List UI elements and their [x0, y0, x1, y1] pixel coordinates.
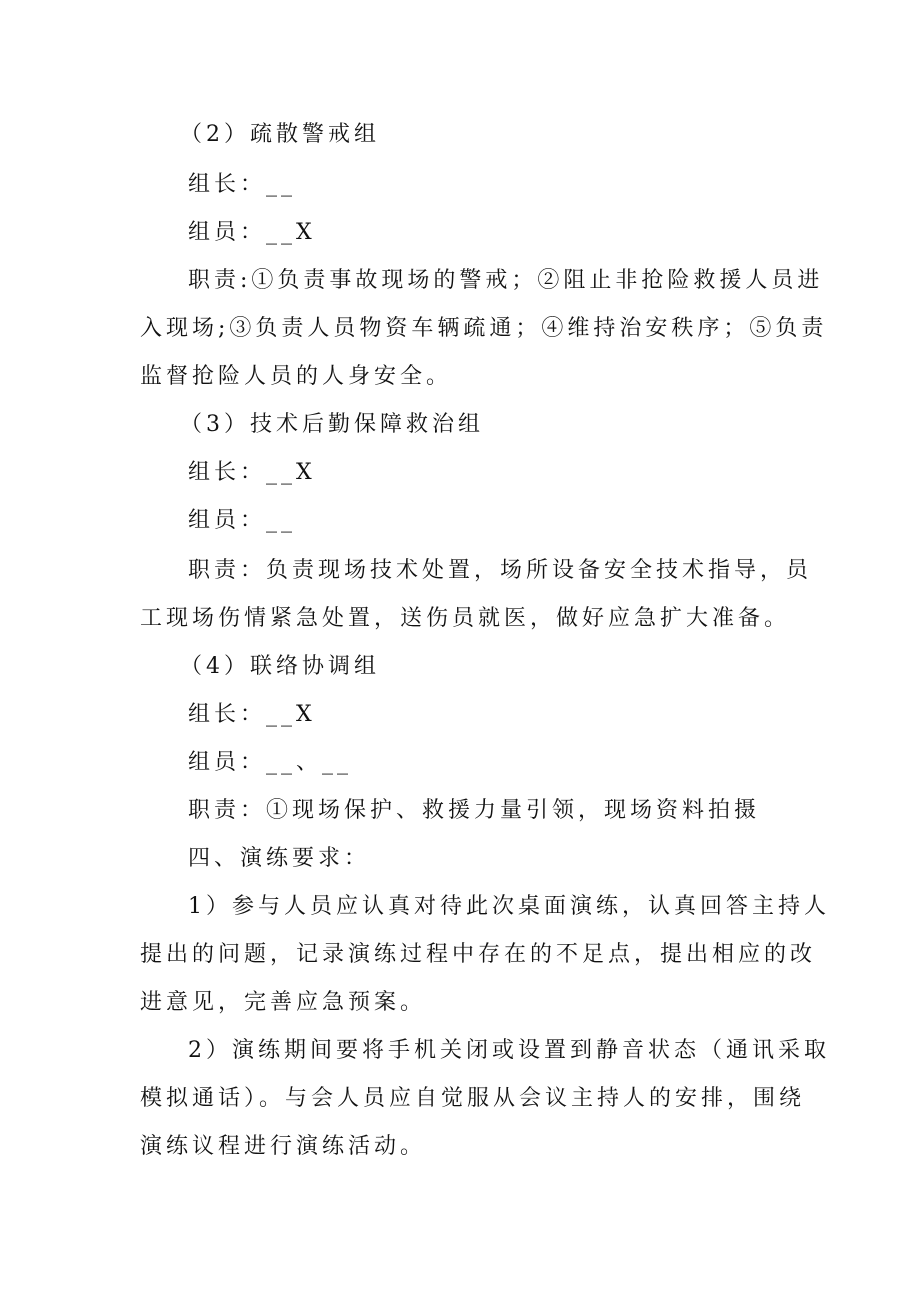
group-leader: 组长：__X — [188, 460, 316, 485]
requirements-title: 四、演练要求： — [188, 846, 371, 871]
section-heading-technical: （3）技术后勤保障救治组 — [180, 412, 484, 437]
group-leader: 组长：__X — [188, 702, 316, 727]
duty-text: 监督抢险人员的人身安全。 — [140, 364, 453, 389]
group-members: 组员：__ — [188, 508, 297, 533]
duty-text: 职责：负责现场技术处置，场所设备安全技术指导，员 — [188, 558, 813, 583]
duty-text: 入现场;③负责人员物资车辆疏通；④维持治安秩序；⑤负责 — [140, 316, 828, 341]
requirement-item-2: 2）演练期间要将手机关闭或设置到静音状态（通讯采取 — [188, 1038, 830, 1063]
group-leader: 组长：__ — [188, 172, 297, 197]
section-heading-evacuation: （2）疏散警戒组 — [180, 122, 380, 147]
duty-text: 职责:①负责事故现场的警戒；②阻止非抢险救援人员进 — [188, 268, 824, 293]
section-heading-liaison: （4）联络协调组 — [180, 654, 380, 679]
requirement-item-1: 进意见，完善应急预案。 — [140, 990, 427, 1015]
duty-text: 工现场伤情紧急处置，送伤员就医，做好应急扩大准备。 — [140, 606, 791, 631]
requirement-item-2: 模拟通话）。与会人员应自觉服从会议主持人的安排，围绕 — [140, 1086, 806, 1111]
requirement-item-1: 提出的问题，记录演练过程中存在的不足点，提出相应的改 — [140, 942, 817, 967]
group-members: 组员：__X — [188, 220, 316, 245]
duty-text: 职责：①现场保护、救援力量引领，现场资料拍摄 — [188, 798, 761, 823]
group-members: 组员：__、__ — [188, 750, 353, 775]
requirement-item-1: 1）参与人员应认真对待此次桌面演练，认真回答主持人 — [188, 894, 830, 919]
requirement-item-2: 演练议程进行演练活动。 — [140, 1134, 427, 1159]
